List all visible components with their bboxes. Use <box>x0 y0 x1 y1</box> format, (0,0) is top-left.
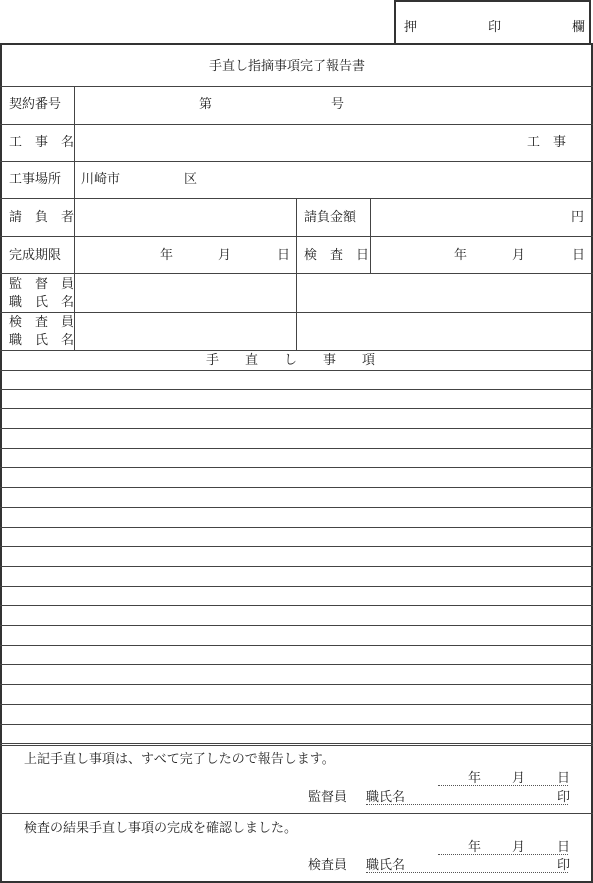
work-name-field[interactable] <box>80 128 520 158</box>
report-month: 月 <box>512 771 526 786</box>
inspector-label-1: 検 査 員 <box>9 315 75 330</box>
deadline-day: 日 <box>277 248 291 263</box>
supervisor-label-2: 職 氏 名 <box>9 295 75 310</box>
rule-v <box>370 198 371 274</box>
supervisor-seal: 印 <box>557 790 571 805</box>
inspector-name-field[interactable] <box>300 315 585 347</box>
inspector-title-field[interactable] <box>80 315 290 347</box>
inspection-confirm-text: 検査の結果手直し事項の完成を確認しました。 <box>24 821 298 836</box>
confirm-month: 月 <box>512 840 526 855</box>
item-row[interactable] <box>0 587 593 607</box>
deadline-month: 月 <box>218 248 232 263</box>
item-row[interactable] <box>0 567 593 587</box>
item-row[interactable] <box>0 666 593 686</box>
work-suffix: 工 事 <box>527 135 567 150</box>
yen-unit: 円 <box>571 210 585 225</box>
contractor-label: 請 負 者 <box>9 210 75 225</box>
rule-v <box>74 86 75 350</box>
item-row[interactable] <box>0 390 593 410</box>
rule <box>0 813 593 814</box>
item-row[interactable] <box>0 429 593 449</box>
inspector-seal: 印 <box>557 858 571 873</box>
inspection-day: 日 <box>572 248 586 263</box>
rule-v <box>296 198 297 274</box>
stamp-box <box>394 0 591 43</box>
supervisor-signature-line[interactable] <box>366 804 568 805</box>
confirm-day: 日 <box>557 840 571 855</box>
supervisor-name-field[interactable] <box>300 277 585 309</box>
report-date-line[interactable] <box>438 785 568 786</box>
supervisor-role: 監督員 <box>308 790 348 805</box>
inspection-year: 年 <box>454 248 468 263</box>
supervisor-name-label: 職氏名 <box>366 790 406 805</box>
stamp-char-2: 印 <box>488 20 502 35</box>
contract-dai: 第 <box>199 97 213 112</box>
stamp-char-1: 押 <box>404 20 418 35</box>
confirm-year: 年 <box>468 840 482 855</box>
item-row[interactable] <box>0 488 593 508</box>
item-row[interactable] <box>0 469 593 489</box>
item-row[interactable] <box>0 547 593 567</box>
items-header: 手 直 し 事 項 <box>206 353 376 368</box>
supervisor-label-1: 監 督 員 <box>9 277 75 292</box>
document-title: 手直し指摘事項完了報告書 <box>209 59 366 74</box>
inspector-name-label: 職氏名 <box>366 858 406 873</box>
item-row[interactable] <box>0 409 593 429</box>
contract-go: 号 <box>331 97 345 112</box>
item-row[interactable] <box>0 370 593 390</box>
inspection-date-label: 検 査 日 <box>304 248 370 263</box>
stamp-char-3: 欄 <box>572 20 586 35</box>
report-day: 日 <box>557 771 571 786</box>
confirm-date-line[interactable] <box>438 854 568 855</box>
item-row[interactable] <box>0 725 593 745</box>
inspector-role: 検査員 <box>308 858 348 873</box>
contract-number-label: 契約番号 <box>9 97 62 112</box>
contractor-field[interactable] <box>80 202 290 232</box>
contract-amount-field[interactable] <box>376 202 566 232</box>
inspector-label-2: 職 氏 名 <box>9 333 75 348</box>
rule <box>0 124 593 125</box>
completion-report-text: 上記手直し事項は、すべて完了したので報告します。 <box>24 752 335 767</box>
item-row[interactable] <box>0 606 593 626</box>
work-place-ku: 区 <box>184 172 198 187</box>
item-row[interactable] <box>0 528 593 548</box>
inspector-signature-line[interactable] <box>366 872 568 873</box>
contract-amount-label: 請負金額 <box>304 210 357 225</box>
completion-deadline-label: 完成期限 <box>9 248 62 263</box>
rule <box>0 86 593 87</box>
ward-field[interactable] <box>130 165 180 195</box>
item-row[interactable] <box>0 685 593 705</box>
item-row[interactable] <box>0 626 593 646</box>
supervisor-title-field[interactable] <box>80 277 290 309</box>
item-row[interactable] <box>0 508 593 528</box>
item-row[interactable] <box>0 705 593 725</box>
item-row[interactable] <box>0 646 593 666</box>
work-name-label: 工 事 名 <box>9 135 75 150</box>
contract-number-field[interactable] <box>214 90 328 120</box>
work-place-city: 川崎市 <box>81 172 121 187</box>
report-year: 年 <box>468 771 482 786</box>
rule <box>0 161 593 162</box>
item-row[interactable] <box>0 449 593 469</box>
inspection-month: 月 <box>512 248 526 263</box>
rule <box>0 745 593 746</box>
work-place-label: 工事場所 <box>9 172 62 187</box>
rule-v <box>296 273 297 350</box>
rule <box>0 350 593 351</box>
deadline-year: 年 <box>160 248 174 263</box>
